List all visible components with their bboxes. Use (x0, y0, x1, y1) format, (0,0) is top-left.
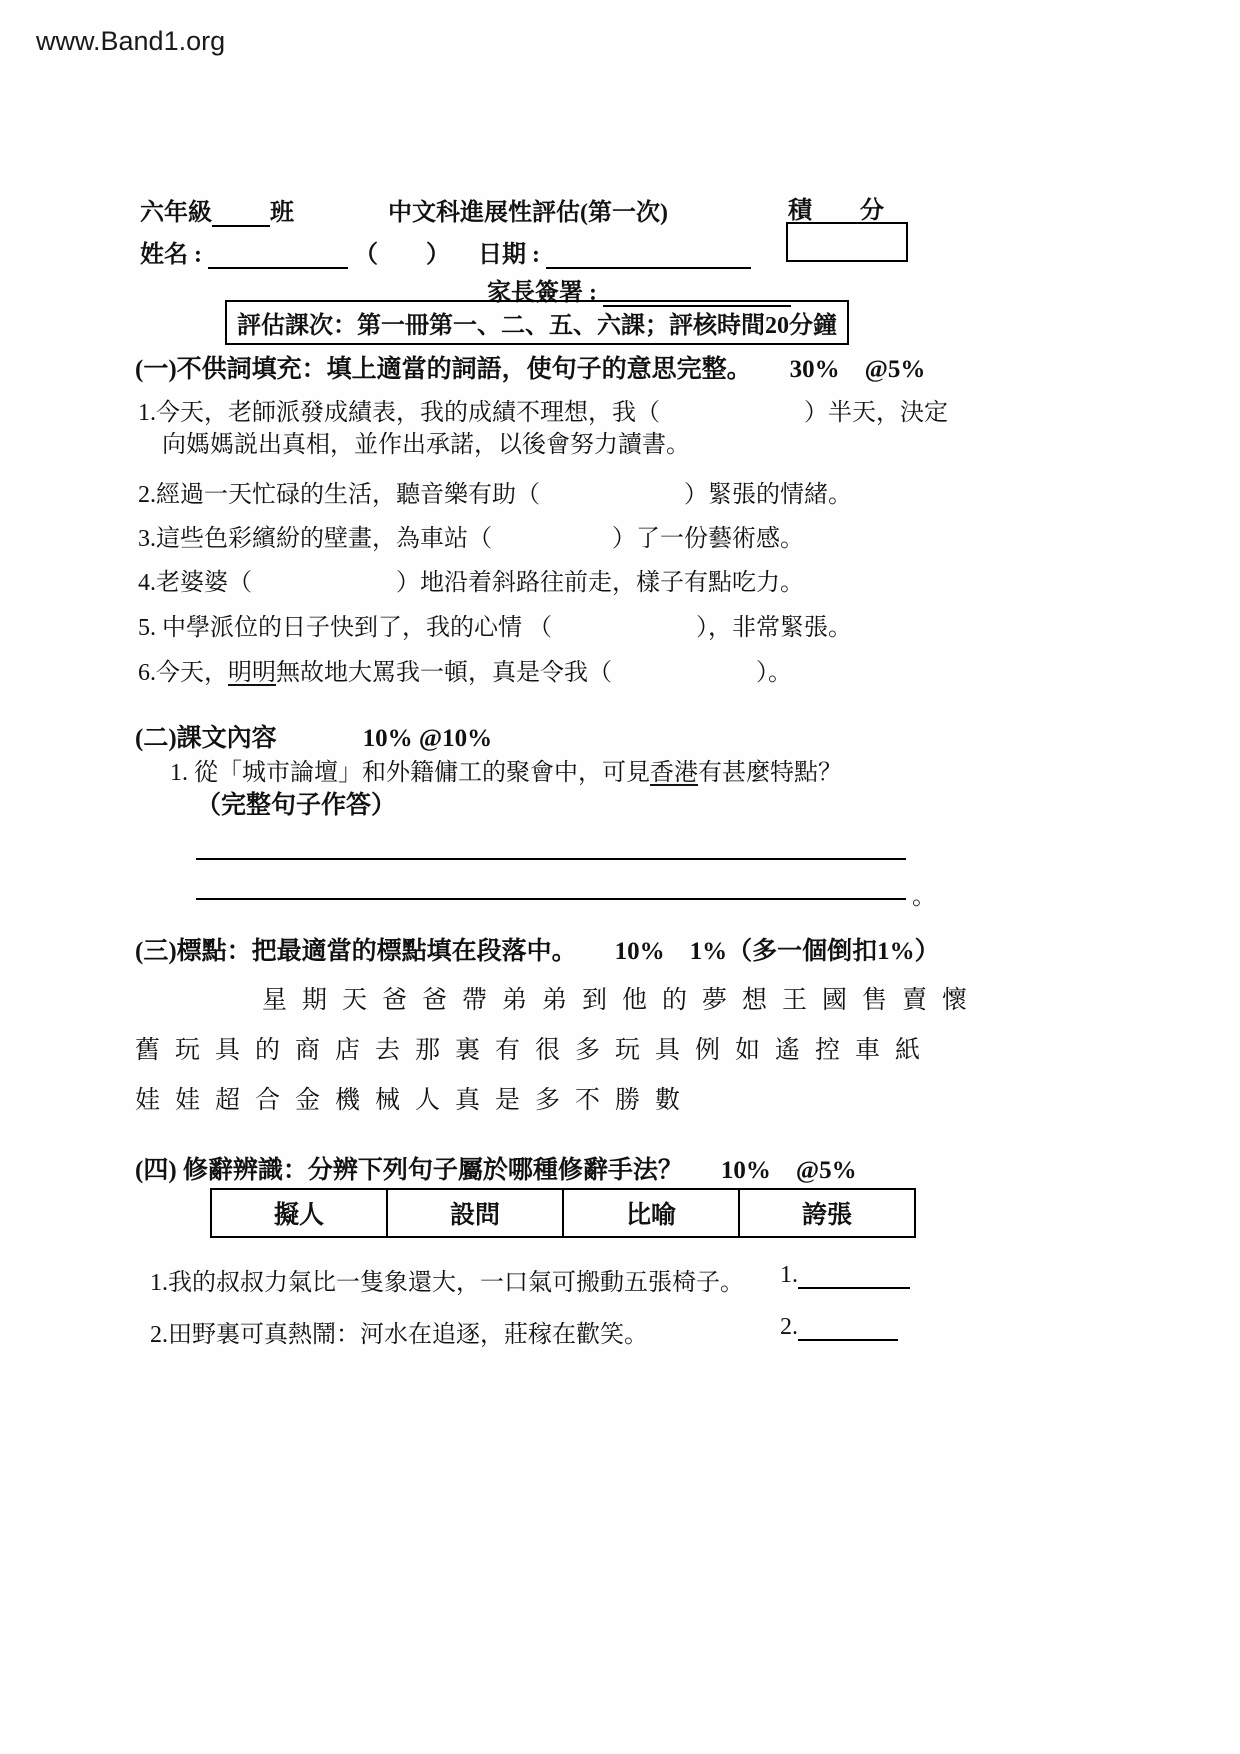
s1-q6-prefix: 6.今天， (138, 660, 228, 686)
rhetoric-option-hyperbole: 誇張 (739, 1189, 915, 1237)
grade-label: 六年級 (140, 200, 212, 226)
s4-q2-answer-blank (798, 1314, 898, 1341)
s1-q1-line2: 向媽媽説出真相，並作出承諾，以後會努力讀書。 (162, 432, 690, 458)
s1-q6-suffix: 無故地大罵我一頓，真是令我（ ）。 (276, 660, 792, 686)
date-blank (546, 242, 751, 269)
name-blank (208, 242, 348, 269)
s2-q1-underlined: 香港 (650, 760, 698, 786)
parent-sign-label: 家長簽署 : (487, 280, 597, 306)
grade-class-line (140, 192, 294, 227)
name-label: 姓名 : (140, 242, 202, 268)
score-box (786, 222, 908, 262)
name-line (140, 234, 450, 269)
section2-heading-score: 10% @10% (362, 725, 493, 752)
section4-heading-score: 10% @5% (720, 1157, 857, 1184)
s3-paragraph-line1: 星期天爸爸帶弟弟到他的夢想王國售賣懷 (262, 987, 983, 1014)
s2-q1-suffix: 有甚麼特點？ (698, 760, 842, 786)
section4-heading-text: (四) 修辭辨識：分辨下列句子屬於哪種修辭手法？ (135, 1157, 683, 1184)
date-label: 日期 : (478, 242, 540, 268)
section1-heading (135, 349, 925, 385)
rhetoric-table (210, 1188, 916, 1238)
rhetoric-option-simile: 比喻 (563, 1189, 739, 1237)
class-suffix: 班 (270, 200, 294, 226)
section4-heading (135, 1150, 857, 1186)
s1-q6-underlined: 明明 (228, 660, 276, 686)
section3-heading-score: 10% 1%（多一個倒扣1%） (614, 938, 940, 965)
s3-paragraph-line3: 娃娃超合金機械人真是多不勝數 (135, 1087, 696, 1114)
s4-q1: 1.我的叔叔力氣比一隻象還大，一口氣可搬動五張椅子。 (150, 1270, 744, 1296)
rhetoric-option-rhetorical-question: 設問 (387, 1189, 563, 1237)
s1-q1-line1: 1.今天，老師派發成績表，我的成績不理想，我（ ）半天，決定 (138, 400, 948, 426)
s2-q1-note: （完整句子作答） (196, 792, 397, 819)
s4-q1-answer-num: 1. (780, 1262, 798, 1289)
s2-answer-line-1 (196, 858, 906, 860)
s4-q2: 2.田野裏可真熱鬧：河水在追逐，莊稼在歡笑。 (150, 1322, 648, 1348)
s3-paragraph-line2: 舊玩具的商店去那裏有很多玩具例如遙控車紙 (135, 1037, 936, 1064)
s1-q3: 3.這些色彩繽紛的壁畫，為車站（ ）了一份藝術感。 (138, 526, 804, 552)
name-paren: （ ） (354, 242, 450, 268)
section2-heading (135, 718, 492, 754)
section2-heading-text: (二)課文內容 (135, 725, 277, 752)
class-blank (212, 200, 270, 227)
date-line (478, 234, 751, 269)
s2-answer-line-2 (196, 898, 906, 900)
score-label: 積 分 (788, 198, 884, 224)
s4-q2-answer (780, 1314, 898, 1341)
assessment-scope-box: 評估課次：第一冊第一、二、五、六課；評核時間20分鐘 (225, 300, 849, 345)
site-watermark: www.Band1.org (36, 26, 226, 56)
s1-q2: 2.經過一天忙碌的生活，聽音樂有助（ ）緊張的情緒。 (138, 482, 852, 508)
s2-q1-prefix: 1. 從「城市論壇」和外籍傭工的聚會中，可見 (170, 760, 650, 786)
s1-q6 (138, 652, 792, 687)
s4-q1-answer (780, 1262, 910, 1289)
rhetoric-option-personification: 擬人 (211, 1189, 387, 1237)
section1-heading-score: 30% @5% (789, 356, 926, 383)
s4-q1-answer-blank (798, 1262, 910, 1289)
paper-title: 中文科進展性評估(第一次) (388, 200, 668, 226)
section1-heading-text: (一)不供詞填充：填上適當的詞語，使句子的意思完整。 (135, 356, 752, 383)
s1-q5: 5. 中學派位的日子快到了，我的心情 （ ），非常緊張。 (138, 615, 852, 641)
section3-heading (135, 931, 940, 967)
s2-q1 (170, 752, 842, 787)
s4-q2-answer-num: 2. (780, 1314, 798, 1341)
s2-answer-period: 。 (912, 884, 936, 910)
section3-heading-text: (三)標點：把最適當的標點填在段落中。 (135, 938, 577, 965)
s1-q4: 4.老婆婆（ ）地沿着斜路往前走，樣子有點吃力。 (138, 570, 804, 596)
